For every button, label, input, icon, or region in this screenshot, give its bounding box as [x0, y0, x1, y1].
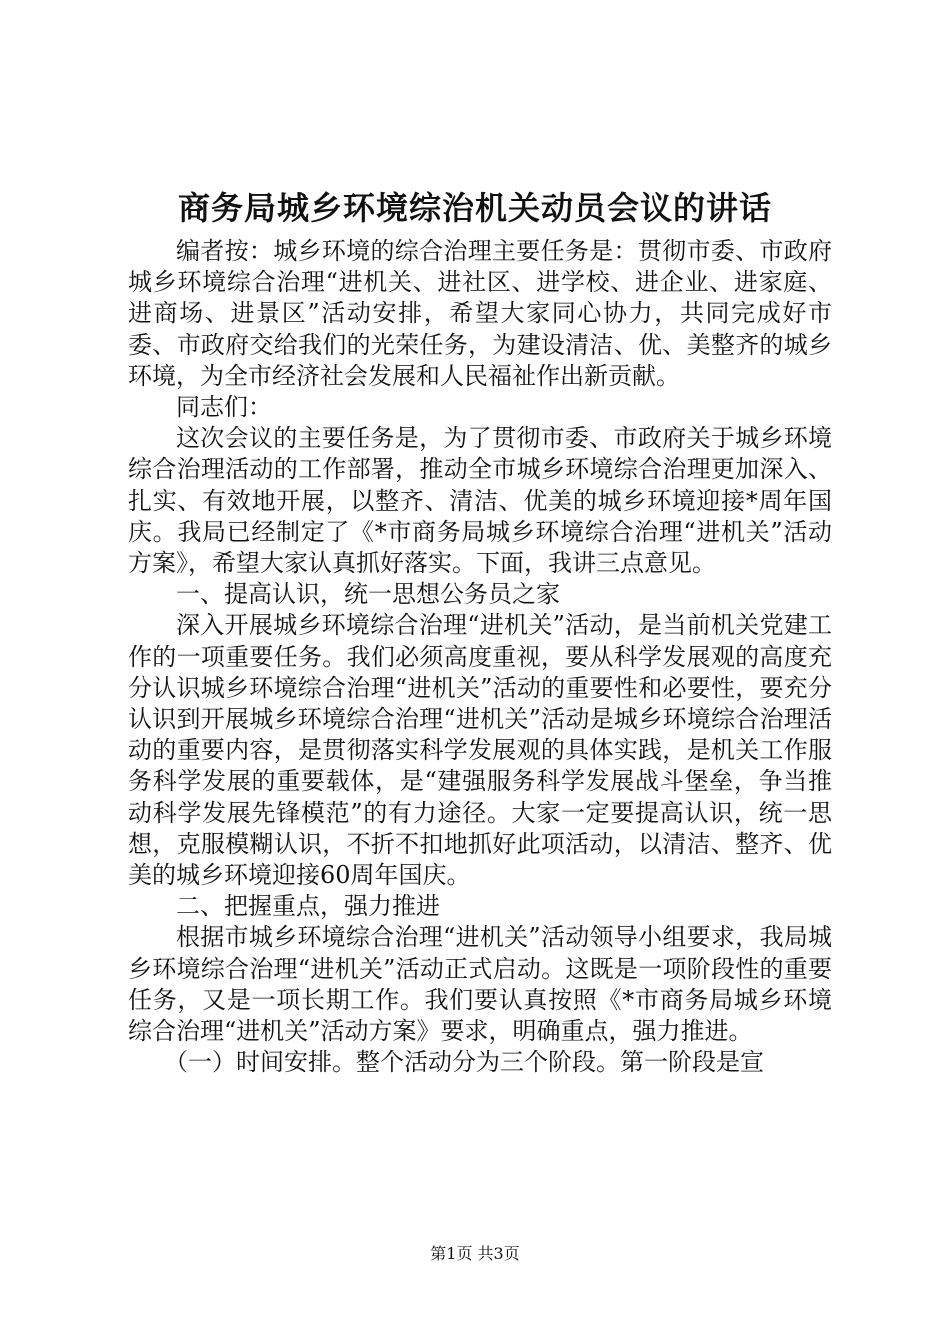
- document-title: 商务局城乡环境综治机关动员会议的讲话: [177, 189, 772, 227]
- section-heading-1: 一、提高认识，统一思想公务员之家: [176, 580, 560, 609]
- page-number-footer: 第1页 共3页: [430, 1244, 520, 1263]
- section-heading-2: 二、把握重点，强力推进: [176, 892, 440, 921]
- editor-note-paragraph: 编者按：城乡环境的综合治理主要任务是：贯彻市委、市政府城乡环境综合治理“进机关、进社区、进学校、进企业、进家庭、进商场、进景区”活动安排，希望大家同心协力，共同完成好市委、市政府交给我们的光荣任务，为建设清洁、优、美整齐的城乡环境，为全市经济社会发展和人民福祉作出新贡献。: [128, 237, 832, 390]
- salutation: 同志们：: [176, 393, 272, 422]
- schedule-paragraph: （一）时间安排。整个活动分为三个阶段。第一阶段是宣: [164, 1048, 764, 1077]
- section-2-paragraph: 根据市城乡环境综合治理“进机关”活动领导小组要求，我局城乡环境综合治理“进机关”活动正式启动。这既是一项阶段性的重要任务，又是一项长期工作。我们要认真按照《*市商务局城乡环境综合治理“进机关”活动方案》要求，明确重点，强力推进。: [128, 923, 832, 1046]
- document-body: [128, 236, 832, 1078]
- intro-paragraph: 这次会议的主要任务是，为了贯彻市委、市政府关于城乡环境综合治理活动的工作部署，推动全市城乡环境综合治理更加深入、扎实、有效地开展，以整齐、清洁、优美的城乡环境迎接*周年国庆。我局已经制定了《*市商务局城乡环境综合治理“进机关”活动方案》，希望大家认真抓好落实。下面，我讲三点意见。: [128, 424, 832, 578]
- section-1-paragraph: 深入开展城乡环境综合治理“进机关”活动，是当前机关党建工作的一项重要任务。我们必须高度重视，要从科学发展观的高度充分认识城乡环境综合治理“进机关”活动的重要性和必要性，要充分认识到开展城乡环境综合治理“进机关”活动是城乡环境综合治理活动的重要内容，是贯彻落实科学发展观的具体实践，是机关工作服务科学发展的重要载体，是“建强服务科学发展战斗堡垒，争当推动科学发展先锋模范”的有力途径。大家一定要提高认识，统一思想，克服模糊认识，不折不扣地抓好此项活动，以清洁、整齐、优美的城乡环境迎接60周年国庆。: [128, 611, 832, 890]
